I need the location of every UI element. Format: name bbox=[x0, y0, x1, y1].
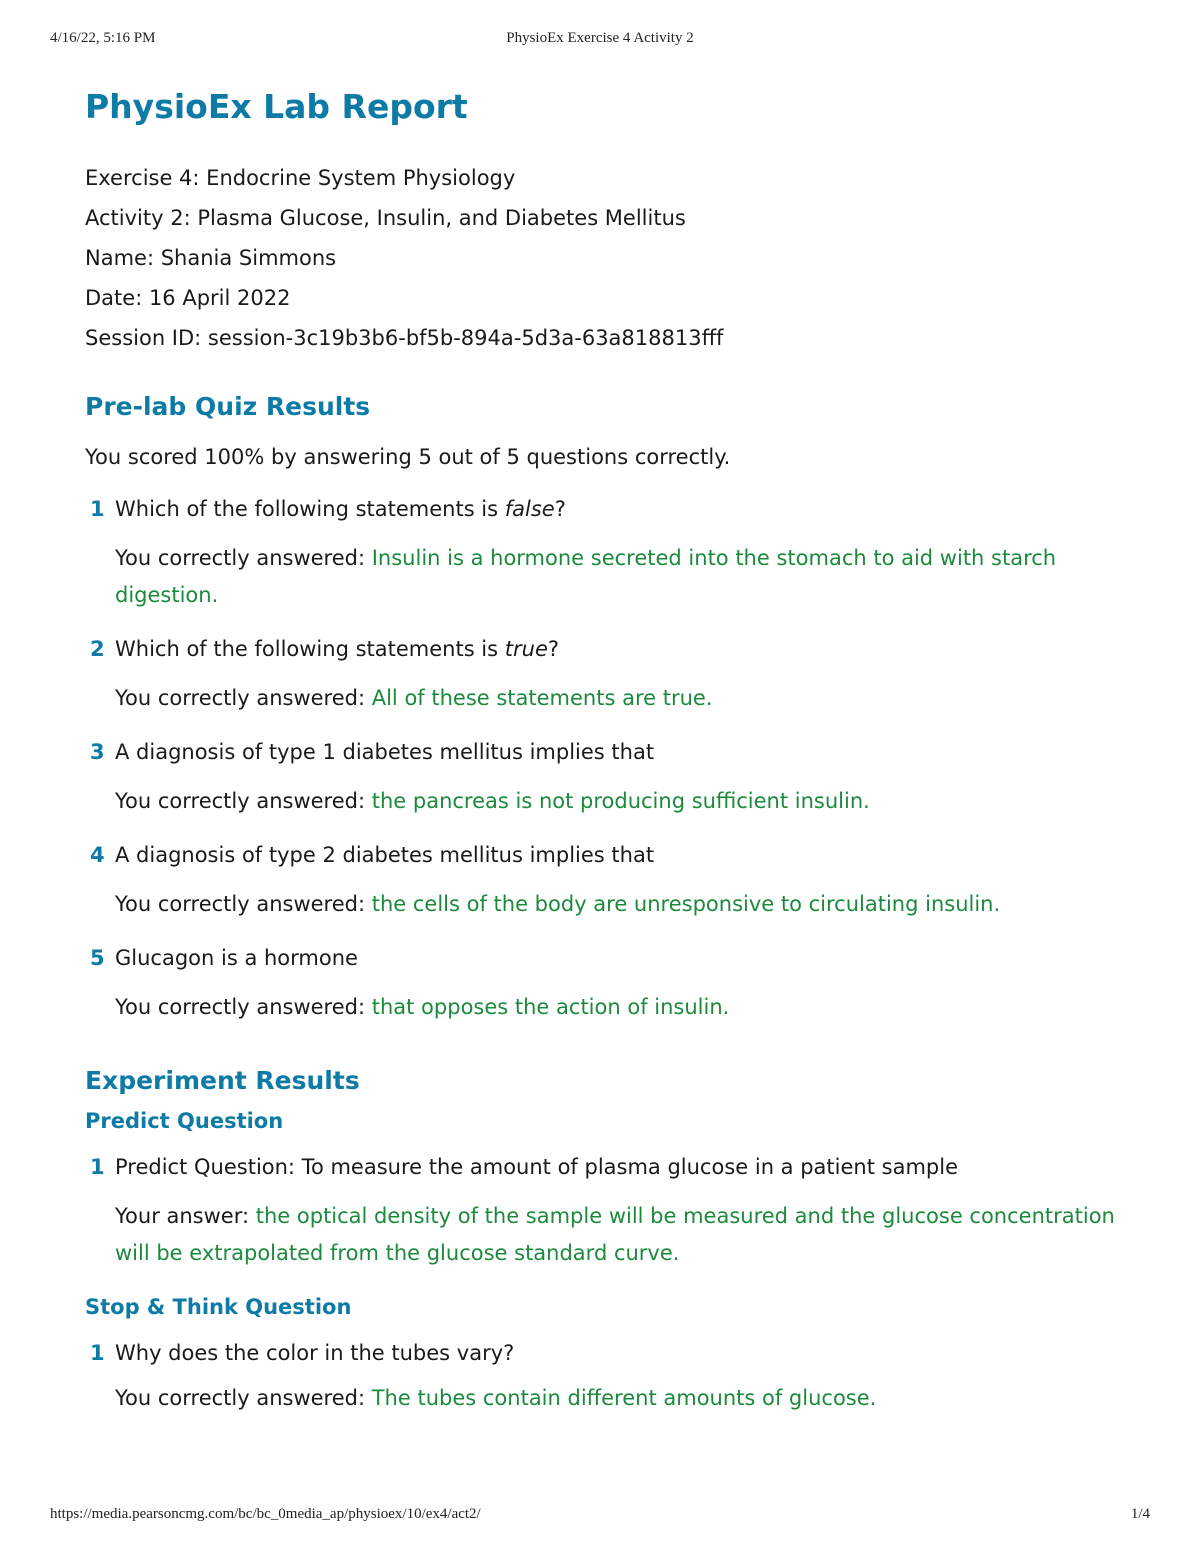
answer-value: the optical density of the sample will be measured and the glucose concentration will be extrapolated from the glucose standard curve. bbox=[115, 1204, 1115, 1265]
prelab-question-3 bbox=[85, 737, 1125, 820]
answer-prefix: You correctly answered: bbox=[115, 546, 372, 570]
predict-heading: Predict Question bbox=[85, 1109, 284, 1133]
print-header bbox=[50, 30, 1150, 50]
answer-value: Insulin is a hormone secreted into the stomach to aid with starch digestion. bbox=[115, 546, 1057, 607]
report-meta bbox=[85, 158, 1125, 358]
answer-prefix: You correctly answered: bbox=[115, 995, 372, 1019]
answer-value: the cells of the body are unresponsive to circulating insulin. bbox=[371, 892, 1001, 916]
answer-value: All of these statements are true. bbox=[371, 686, 713, 710]
session-line: Session ID: session-3c19b3b6-bf5b-894a-5d3a-63a818813fff bbox=[85, 326, 724, 350]
question-text: A diagnosis of type 1 diabetes mellitus implies that bbox=[115, 740, 655, 764]
prelab-question-5 bbox=[85, 943, 1125, 1026]
question-number: 1 bbox=[90, 497, 105, 521]
name-line: Name: Shania Simmons bbox=[85, 246, 337, 270]
print-title: PhysioEx Exercise 4 Activity 2 bbox=[506, 30, 694, 46]
answer-prefix: You correctly answered: bbox=[115, 686, 372, 710]
question-answer bbox=[115, 886, 1125, 923]
question-answer bbox=[115, 1198, 1125, 1272]
question-text: A diagnosis of type 2 diabetes mellitus implies that bbox=[115, 843, 655, 867]
stop-think-heading: Stop & Think Question bbox=[85, 1295, 352, 1319]
prelab-question-4 bbox=[85, 840, 1125, 923]
prelab-heading: Pre-lab Quiz Results bbox=[85, 392, 371, 421]
question-answer bbox=[115, 540, 1125, 614]
page-title: PhysioEx Lab Report bbox=[85, 87, 468, 126]
question-answer bbox=[115, 989, 1125, 1026]
question-number: 3 bbox=[90, 740, 105, 764]
predict-question-1 bbox=[85, 1152, 1125, 1272]
print-footer bbox=[50, 1506, 1150, 1526]
print-url: https://media.pearsoncmg.com/bc/bc_0media_ap/physioex/10/ex4/act2/ bbox=[50, 1506, 481, 1522]
answer-prefix: You correctly answered: bbox=[115, 892, 372, 916]
question-text: Which of the following statements is true? bbox=[115, 637, 560, 661]
activity-line: Activity 2: Plasma Glucose, Insulin, and Diabetes Mellitus bbox=[85, 206, 686, 230]
question-text: Glucagon is a hormone bbox=[115, 946, 358, 970]
question-number: 4 bbox=[90, 843, 105, 867]
question-number: 5 bbox=[90, 946, 105, 970]
question-text: Which of the following statements is false? bbox=[115, 497, 566, 521]
answer-value: that opposes the action of insulin. bbox=[371, 995, 730, 1019]
answer-prefix: You correctly answered: bbox=[115, 789, 372, 813]
exercise-line: Exercise 4: Endocrine System Physiology bbox=[85, 166, 516, 190]
date-line: Date: 16 April 2022 bbox=[85, 286, 291, 310]
question-number: 1 bbox=[90, 1155, 105, 1179]
question-answer bbox=[115, 1380, 1125, 1417]
prelab-score: You scored 100% by answering 5 out of 5 questions correctly. bbox=[85, 445, 731, 469]
question-text: Why does the color in the tubes vary? bbox=[115, 1341, 515, 1365]
question-number: 2 bbox=[90, 637, 105, 661]
print-date: 4/16/22, 5:16 PM bbox=[50, 30, 156, 46]
report-content bbox=[85, 82, 1125, 1417]
question-number: 1 bbox=[90, 1341, 105, 1365]
answer-value: The tubes contain different amounts of glucose. bbox=[371, 1386, 877, 1410]
question-text: Predict Question: To measure the amount of plasma glucose in a patient sample bbox=[115, 1155, 958, 1179]
answer-prefix: Your answer: bbox=[115, 1204, 256, 1228]
page-number: 1/4 bbox=[1130, 1506, 1150, 1522]
question-answer bbox=[115, 783, 1125, 820]
experiment-heading: Experiment Results bbox=[85, 1066, 360, 1095]
question-answer bbox=[115, 680, 1125, 717]
answer-prefix: You correctly answered: bbox=[115, 1386, 372, 1410]
prelab-question-2 bbox=[85, 634, 1125, 717]
stop-think-question-1 bbox=[85, 1338, 1125, 1417]
answer-value: the pancreas is not producing sufficient insulin. bbox=[371, 789, 870, 813]
prelab-question-1 bbox=[85, 494, 1125, 614]
